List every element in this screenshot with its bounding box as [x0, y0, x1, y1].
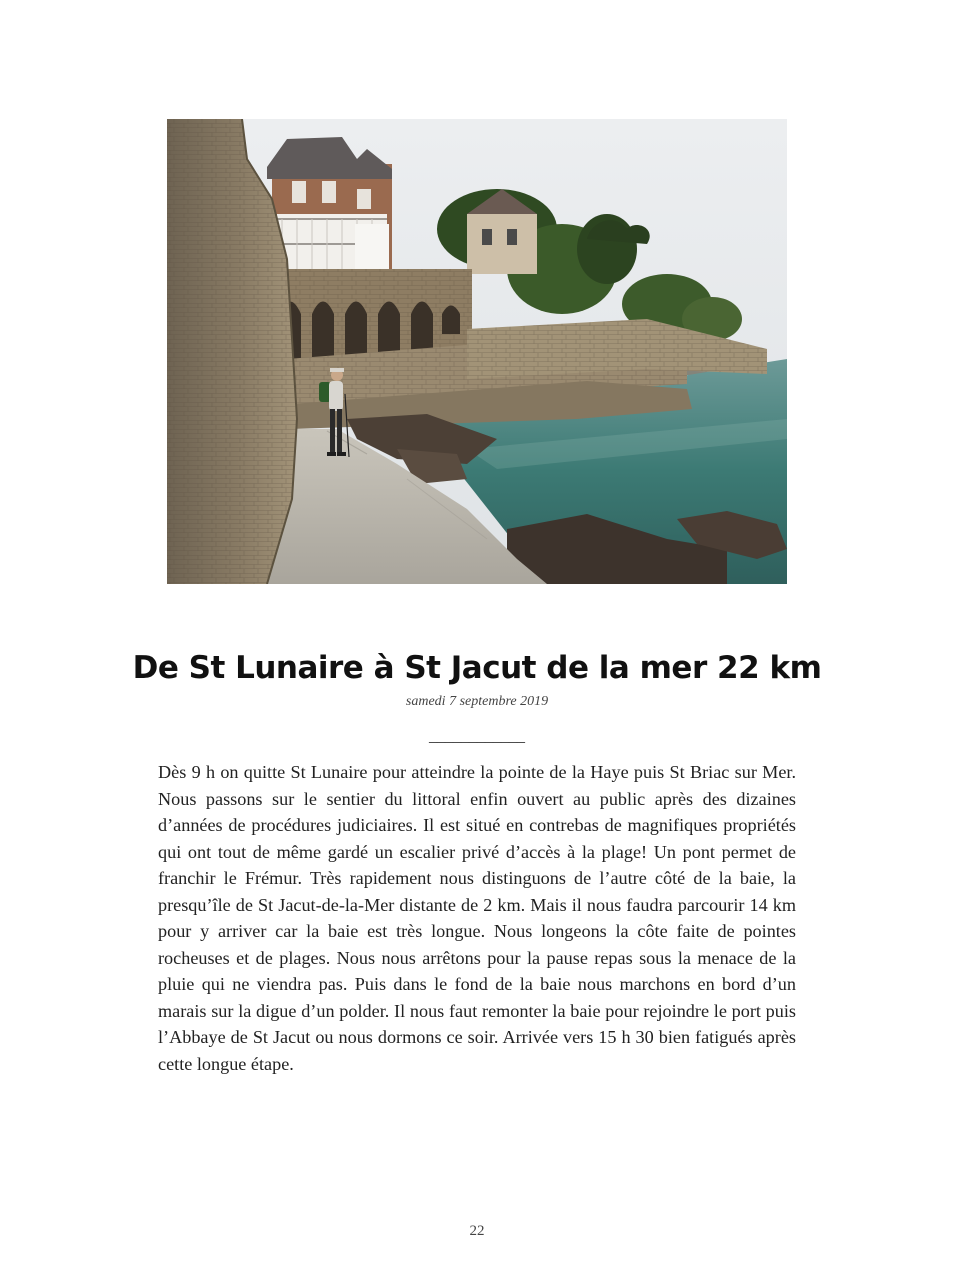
coastal-path-photo [167, 119, 787, 584]
article-date: samedi 7 septembre 2019 [405, 694, 549, 709]
page-number: 22 [469, 1223, 485, 1239]
coastal-path-illustration [167, 119, 787, 584]
title-separator: ____________ [429, 728, 525, 745]
article-title: De St Lunaire à St Jacut de la mer 22 km [132, 650, 822, 686]
article-body: Dès 9 h on quitte St Lunaire pour atteindre la pointe de la Haye puis St Briac sur Mer. Nous passons sur le sentier du littoral enfin ouvert au public après des dizaines d’années de procédures judiciaires. Il est situé en contrebas de magnifiques propriétés qui ont tout de même gardé un escalier privé d’accès à la plage! Un pont permet de franchir le Frémur. Très rapidement nous distinguons de l’autre côté de la baie, la presqu’île de St Jacut-de-la-Mer distante de 2 km. Mais il nous faudra parcourir 14 km pour y arriver car la baie est très longue. Nous longeons la côte faite de pointes rocheuses et de plages. Nous nous arrêtons pour la pause repas sous la menace de la pluie qui ne viendra pas. Puis dans le fond de la baie nous marchons en bord d’un marais sur la digue d’un polder. Il nous faut remonter la baie pour rejoindre le port puis l’Abbaye de St Jacut ou nous dormons ce soir. Arrivée vers 15 h 30 bien fatigués après cette longue étape. [158, 762, 796, 1074]
